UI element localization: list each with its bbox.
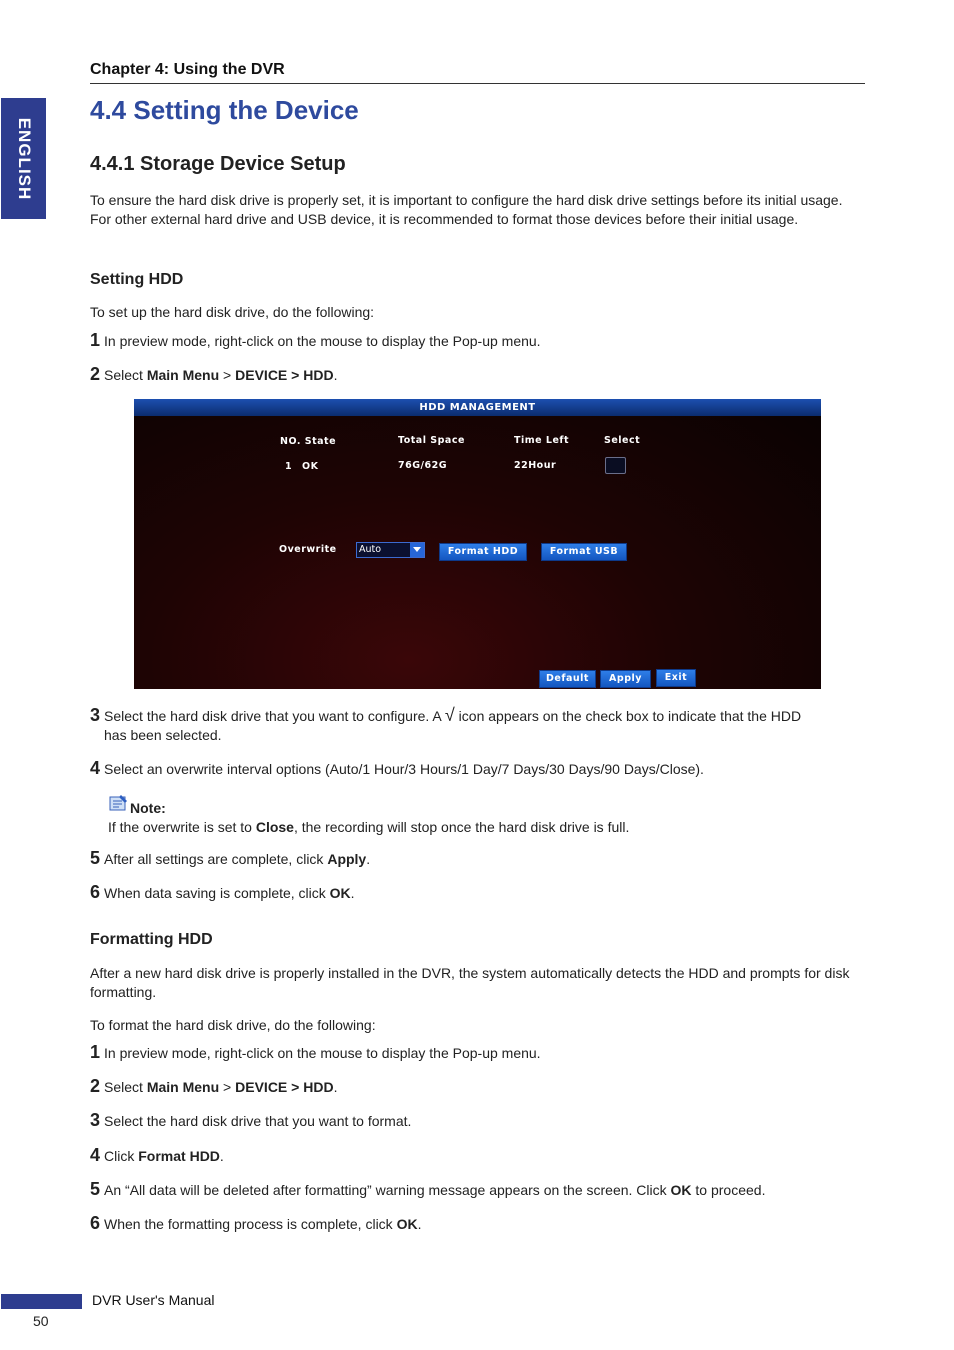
overwrite-value: Auto <box>359 544 382 555</box>
hdd-management-title: HDD MANAGEMENT <box>134 399 821 416</box>
format-step-5 <box>90 1180 865 1200</box>
step-bold: OK <box>670 1182 692 1198</box>
step-number: 2 <box>90 364 101 384</box>
step-text: > <box>219 367 236 383</box>
step-text: . <box>219 1148 224 1164</box>
language-tab-label: ENGLISH <box>14 117 34 200</box>
setting-step-6 <box>90 883 865 903</box>
format-step-2 <box>90 1077 865 1097</box>
formatting-hdd-heading: Formatting HDD <box>90 931 213 948</box>
step-text: . <box>350 885 355 901</box>
step-text: to proceed. <box>691 1182 766 1198</box>
check-mark-icon: √ <box>444 705 455 725</box>
setting-step-2 <box>90 365 865 385</box>
step-text: . <box>366 851 371 867</box>
step-bold: DEVICE > HDD <box>235 1079 334 1095</box>
row-time-left: 22Hour <box>514 460 557 471</box>
format-usb-button[interactable]: Format USB <box>541 543 627 561</box>
note-bold: Close <box>255 819 294 835</box>
setting-step-4 <box>90 759 865 779</box>
col-total-space: Total Space <box>398 435 465 446</box>
step-text: . <box>333 367 338 383</box>
step-number: 3 <box>90 1110 101 1130</box>
step-number: 4 <box>90 758 101 778</box>
step-bold: Main Menu <box>146 1079 220 1095</box>
row-no: 1 <box>285 461 293 472</box>
section-title: 4.4 Setting the Device <box>90 95 359 125</box>
format-step-3 <box>90 1111 865 1131</box>
col-no-state: NO. State <box>280 436 337 447</box>
select-checkbox[interactable] <box>605 457 626 474</box>
step-number: 1 <box>90 330 101 350</box>
step-number: 2 <box>90 1076 101 1096</box>
step-text: icon appears on the check box to indicate that the HDD <box>454 708 802 724</box>
footer-manual-title: DVR User's Manual <box>92 1292 215 1308</box>
subsection-title: 4.4.1 Storage Device Setup <box>90 153 346 175</box>
step-number: 1 <box>90 1042 101 1062</box>
header-divider <box>90 83 865 84</box>
row-total-space: 76G/62G <box>398 460 448 471</box>
step-number: 6 <box>90 1213 101 1233</box>
step-text: . <box>417 1216 422 1232</box>
step-text: . <box>333 1079 338 1095</box>
formatting-lead: To format the hard disk drive, do the following: <box>90 1017 376 1033</box>
step-text: has been selected. <box>104 727 222 743</box>
step-text: When data saving is complete, click <box>104 885 330 901</box>
setting-step-3 <box>90 706 865 745</box>
step-text: > <box>219 1079 236 1095</box>
step-text: An “All data will be deleted after formatting” warning message appears on the screen. Click <box>104 1182 671 1198</box>
footer-bar <box>1 1294 82 1309</box>
step-text: Select <box>104 367 147 383</box>
format-step-4 <box>90 1146 865 1166</box>
step-number: 5 <box>90 848 101 868</box>
chapter-header: Chapter 4: Using the DVR <box>90 61 285 78</box>
apply-button[interactable]: Apply <box>600 670 651 688</box>
setting-hdd-lead: To set up the hard disk drive, do the following: <box>90 304 375 320</box>
step-number: 6 <box>90 882 101 902</box>
chevron-down-icon[interactable] <box>410 543 424 557</box>
exit-button[interactable]: Exit <box>656 669 696 687</box>
hdd-management-screenshot <box>134 399 821 689</box>
formatting-intro: After a new hard disk drive is properly installed in the DVR, the system automatically detects the HDD and prompts for disk formatting. <box>90 965 850 1000</box>
step-text: When the formatting process is complete, click <box>104 1216 397 1232</box>
setting-step-1 <box>90 331 865 351</box>
note-label <box>130 799 330 818</box>
step-bold: Format HDD <box>138 1148 220 1164</box>
step-bold: OK <box>329 885 351 901</box>
page-number: 50 <box>33 1313 49 1329</box>
format-hdd-button[interactable]: Format HDD <box>439 543 527 561</box>
intro-paragraph: To ensure the hard disk drive is properly set, it is important to configure the hard disk drive settings before its initial usage. For other external hard drive and USB device, it is recommended to format those devices before their initial usage. <box>90 192 843 227</box>
format-step-6 <box>90 1214 865 1234</box>
step-number: 5 <box>90 1179 101 1199</box>
step-bold: Main Menu <box>146 367 220 383</box>
col-time-left: Time Left <box>514 435 570 446</box>
step-text: Select the hard disk drive that you want to format. <box>104 1113 412 1129</box>
note-text-part: , the recording will stop once the hard disk drive is full. <box>293 819 630 835</box>
row-state: OK <box>302 461 319 472</box>
note-text <box>108 818 865 837</box>
step-text: After all settings are complete, click <box>104 851 328 867</box>
step-number: 4 <box>90 1145 101 1165</box>
language-tab <box>1 98 46 219</box>
step-text: Select <box>104 1079 147 1095</box>
setting-step-5 <box>90 849 865 869</box>
overwrite-select[interactable] <box>356 542 425 558</box>
step-text: In preview mode, right-click on the mouse to display the Pop-up menu. <box>104 333 541 349</box>
step-text: Select an overwrite interval options (Auto/1 Hour/3 Hours/1 Day/7 Days/30 Days/90 Days/Close). <box>104 761 704 777</box>
step-text: In preview mode, right-click on the mouse to display the Pop-up menu. <box>104 1045 541 1061</box>
setting-hdd-heading: Setting HDD <box>90 271 184 288</box>
col-select: Select <box>604 435 641 446</box>
step-bold: OK <box>396 1216 418 1232</box>
note-icon <box>107 794 129 812</box>
note-text-part: If the overwrite is set to <box>108 819 256 835</box>
overwrite-label: Overwrite <box>279 544 337 555</box>
step-text: Click <box>104 1148 139 1164</box>
format-step-1 <box>90 1043 865 1063</box>
step-bold: DEVICE > HDD <box>235 367 334 383</box>
note-label-text: Note: <box>130 800 166 816</box>
step-bold: Apply <box>327 851 367 867</box>
step-text: Select the hard disk drive that you want to configure. A <box>104 708 445 724</box>
step-number: 3 <box>90 705 101 725</box>
default-button[interactable]: Default <box>539 670 596 688</box>
